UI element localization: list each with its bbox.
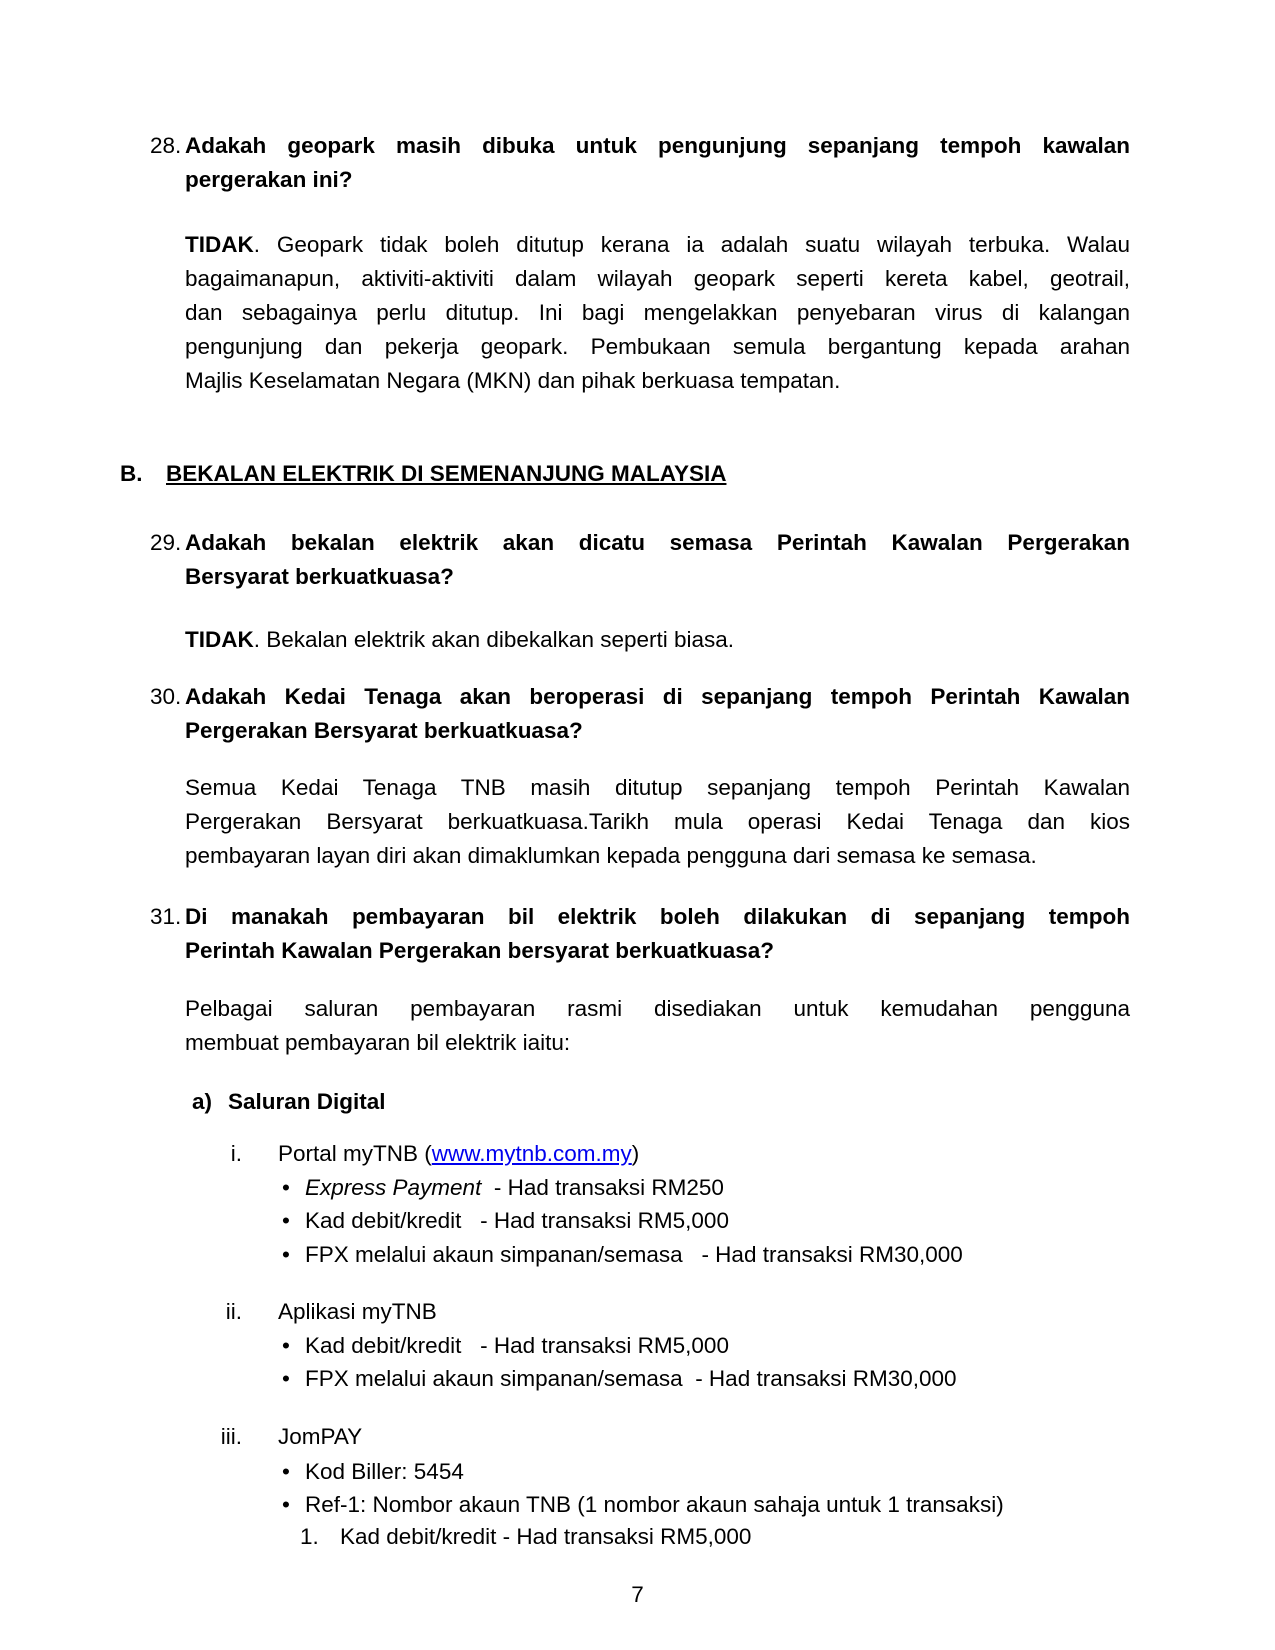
answer-30 [185,771,1130,873]
bullet-icon: • [282,1459,290,1484]
question-28 [150,129,1130,197]
list-item-jompay [185,1420,362,1454]
answer-28-line-3: dan sebagainya perlu ditutup. Ini bagi mengelakkan penyebaran virus di kalangan [185,300,1130,325]
app-mytnb-title: Aplikasi myTNB [278,1299,437,1324]
question-28-line-2: pergerakan ini? [185,167,353,192]
jompay-bullet-biller-code [282,1455,1105,1489]
list-item-portal-mytnb [185,1137,639,1171]
answer-30-line-1: Semua Kedai Tenaga TNB masih ditutup sepanjang tempoh Perintah Kawalan [185,775,1130,800]
bullet-icon: • [282,1175,290,1200]
jompay-sub-item-number: 1. [300,1524,319,1549]
portal-bullet-fpx [282,1238,1105,1272]
jompay-biller-code: Kod Biller: 5454 [305,1459,464,1484]
bullet-icon: • [282,1366,290,1391]
question-30-number: 30. [150,684,182,709]
answer-29-bold-word: TIDAK [185,627,254,652]
jompay-sub-item-text: Kad debit/kredit - Had transaksi RM5,000 [340,1524,752,1549]
list-item-app-numeral: ii. [225,1299,242,1324]
answer-31-line-1: Pelbagai saluran pembayaran rasmi disediakan untuk kemudahan pengguna [185,996,1130,1021]
section-b-heading [120,457,726,491]
jompay-ref1: Ref-1: Nombor akaun TNB (1 nombor akaun sahaja untuk 1 transaksi) [305,1492,1004,1517]
answer-29-line-1 [185,623,1130,657]
question-31-line-1: Di manakah pembayaran bil elektrik boleh dilakukan di sepanjang tempoh [185,904,1130,929]
answer-28-line-1 [185,228,1130,262]
question-31-number: 31. [150,904,182,929]
question-30 [150,680,1130,748]
question-29 [150,526,1130,594]
app-fpx-limit: FPX melalui akaun simpanan/semasa - Had transaksi RM30,000 [305,1366,957,1391]
answer-28 [185,228,1130,398]
app-card-limit: Kad debit/kredit - Had transaksi RM5,000 [305,1333,729,1358]
answer-28-line-1-rest: . Geopark tidak boleh ditutup kerana ia adalah suatu wilayah terbuka. Walau [253,232,1130,257]
mytnb-link[interactable]: www.mytnb.com.my [431,1141,632,1166]
answer-28-bold-word: TIDAK [185,232,254,257]
bullet-icon: • [282,1242,290,1267]
answer-29 [185,623,1130,657]
portal-text-prefix: Portal myTNB ( [278,1141,432,1166]
jompay-bullet-ref1 [282,1488,1105,1522]
question-31-line-2: Perintah Kawalan Pergerakan bersyarat berkuatkuasa? [185,938,775,963]
bullet-icon: • [282,1208,290,1233]
portal-bullet-card [282,1204,1105,1238]
answer-28-line-2: bagaimanapun, aktiviti-aktiviti dalam wilayah geopark seperti kereta kabel, geotrail, [185,266,1130,291]
page-number: 7 [631,1582,644,1607]
question-28-line-1: Adakah geopark masih dibuka untuk pengunjung sepanjang tempoh kawalan [185,133,1130,158]
jompay-title: JomPAY [278,1424,363,1449]
jompay-sub-item-1 [300,1520,752,1554]
answer-30-line-2: Pergerakan Bersyarat berkuatkuasa.Tarikh mula operasi Kedai Tenaga dan kios [185,809,1130,834]
express-payment-limit: - Had transaksi RM250 [481,1175,724,1200]
app-bullet-card [282,1329,1105,1363]
section-b-title: BEKALAN ELEKTRIK DI SEMENANJUNG MALAYSIA [166,461,727,486]
answer-30-line-3: pembayaran layan diri akan dimaklumkan kepada pengguna dari semasa ke semasa. [185,843,1037,868]
section-b-label: B. [120,461,143,486]
portal-bullet-express-payment [282,1171,1105,1205]
list-a-heading [192,1085,386,1119]
list-a-label: a) [192,1089,213,1114]
question-31 [150,900,1130,968]
list-item-portal-numeral: i. [230,1141,242,1166]
bullet-icon: • [282,1492,290,1517]
portal-fpx-limit: FPX melalui akaun simpanan/semasa - Had transaksi RM30,000 [305,1242,963,1267]
app-bullet-fpx [282,1362,1105,1396]
answer-28-line-4: pengunjung dan pekerja geopark. Pembukaan semula bergantung kepada arahan [185,334,1130,359]
portal-card-limit: Kad debit/kredit - Had transaksi RM5,000 [305,1208,729,1233]
question-29-number: 29. [150,530,182,555]
list-item-app-mytnb [185,1295,437,1329]
portal-text-suffix: ) [631,1141,640,1166]
express-payment-label: Express Payment [305,1175,482,1200]
bullet-icon: • [282,1333,290,1358]
list-a-title: Saluran Digital [228,1089,386,1114]
answer-29-rest: . Bekalan elektrik akan dibekalkan seperti biasa. [253,627,735,652]
question-29-line-1: Adakah bekalan elektrik akan dicatu semasa Perintah Kawalan Pergerakan [185,530,1130,555]
question-30-line-1: Adakah Kedai Tenaga akan beroperasi di sepanjang tempoh Perintah Kawalan [185,684,1130,709]
answer-31-line-2: membuat pembayaran bil elektrik iaitu: [185,1030,571,1055]
question-29-line-2: Bersyarat berkuatkuasa? [185,564,454,589]
answer-31 [185,992,1130,1060]
question-30-line-2: Pergerakan Bersyarat berkuatkuasa? [185,718,583,743]
question-28-number: 28. [150,133,182,158]
answer-28-line-5: Majlis Keselamatan Negara (MKN) dan pihak berkuasa tempatan. [185,368,841,393]
list-item-jompay-numeral: iii. [220,1424,242,1449]
